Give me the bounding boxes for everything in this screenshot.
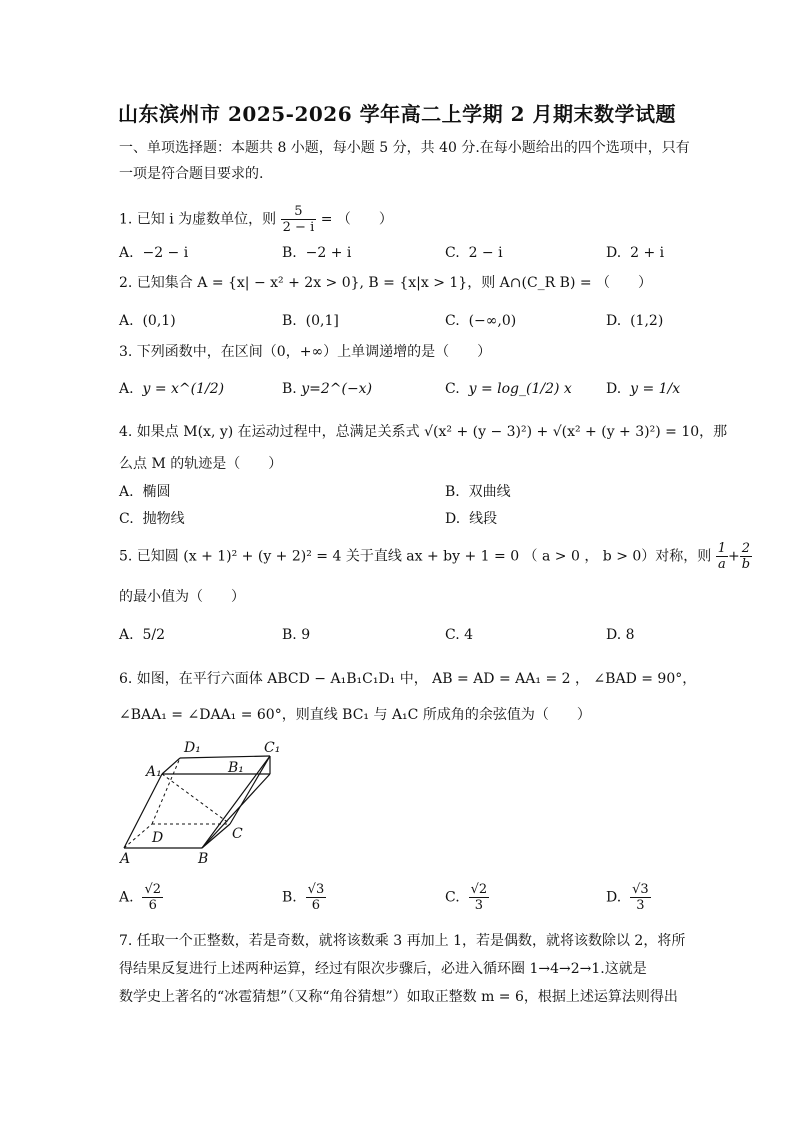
q1-option-d[interactable] [606, 244, 664, 262]
q5-frac2-num: 2 [741, 541, 751, 556]
option-frac-den: 6 [306, 897, 327, 913]
option-letter: D. [445, 511, 461, 527]
line-a1c-hidden [162, 774, 230, 824]
option-text: y = x^(1/2) [142, 381, 225, 397]
option-letter: A. [119, 484, 134, 500]
option-text: 椭圆 [142, 484, 171, 500]
option-text: (−∞,0) [468, 313, 517, 329]
q5-frac1-num: 1 [717, 541, 727, 556]
q5-frac1-den: a [716, 556, 728, 572]
option-fraction [306, 882, 327, 913]
option-frac-num: √2 [470, 882, 488, 897]
option-letter: B. [282, 245, 297, 261]
option-text: 2 + i [630, 245, 665, 261]
option-text: 9 [301, 627, 311, 643]
option-text: 8 [625, 627, 635, 643]
q6-option-a[interactable] [119, 882, 163, 913]
option-text: (0,1] [305, 313, 339, 329]
option-text: −2 − i [142, 245, 189, 261]
question-7-line1: 7. 任取一个正整数，若是奇数，就将该数乘 3 再加上 1，若是偶数，就将该数除以 2，将所 [119, 933, 686, 949]
q2-option-c[interactable] [445, 312, 516, 330]
option-text: 5/2 [142, 627, 165, 643]
option-letter: A. [119, 313, 134, 329]
option-letter: B. [282, 313, 297, 329]
question-2-stem: 2. 已知集合 A = {x| − x² + 2x > 0}, B = {x|x > 1}，则 A∩(C_R B) = （ ） [119, 275, 653, 291]
edge-a-d-hidden [124, 824, 152, 848]
question-1-stem [119, 204, 679, 235]
option-letter: D. [606, 245, 622, 261]
q3-option-d[interactable] [606, 380, 680, 398]
question-5-stem-line2: 的最小值为（ ） [119, 589, 245, 605]
q1-frac-num: 5 [294, 204, 303, 219]
q4-option-d[interactable] [445, 510, 497, 528]
section-instructions-line1: 一、单项选择题：本题共 8 小题，每小题 5 分，共 40 分.在每小题给出的四个选项中，只有 [119, 140, 690, 156]
option-text: 双曲线 [468, 484, 511, 500]
q5-option-c[interactable] [445, 626, 473, 644]
label-a: A [120, 851, 131, 866]
option-letter: C. [445, 245, 460, 261]
option-text: 2 − i [468, 245, 503, 261]
question-6-stem-line2: ∠BAA₁ = ∠DAA₁ = 60°，则直线 BC₁ 与 A₁C 所成角的余弦值为（ ） [119, 707, 591, 723]
option-frac-num: √2 [144, 882, 162, 897]
q5-option-d[interactable] [606, 626, 635, 644]
q1-option-c[interactable] [445, 244, 503, 262]
label-c1: C₁ [264, 740, 281, 756]
q3-option-c[interactable] [445, 380, 572, 398]
option-fraction [142, 882, 163, 913]
option-letter: D. [606, 313, 622, 329]
question-5-stem-line1 [119, 541, 751, 572]
edge-a1-d1 [162, 758, 180, 774]
q1-option-b[interactable] [282, 244, 351, 262]
parallelepiped-figure [118, 738, 298, 866]
option-frac-num: √3 [632, 882, 649, 897]
option-text: y=2^(−x) [301, 381, 373, 397]
option-letter: D. [606, 381, 622, 397]
q4-option-a[interactable] [119, 483, 170, 501]
option-letter: D. [606, 627, 622, 643]
option-letter: D. [606, 889, 622, 906]
option-letter: C. [445, 889, 460, 906]
q5-plus: + [728, 548, 740, 565]
q4-option-b[interactable] [445, 483, 511, 501]
q1-stem-after: = （ ） [320, 211, 393, 228]
option-text: 抛物线 [142, 511, 185, 527]
option-letter: C. [445, 313, 460, 329]
option-frac-den: 3 [630, 897, 651, 913]
option-fraction [630, 882, 651, 913]
q1-option-a[interactable] [119, 244, 188, 262]
q1-frac-den: 2 − i [282, 220, 315, 235]
q3-option-a[interactable] [119, 380, 224, 398]
q4-option-c[interactable] [119, 510, 185, 528]
question-4-stem-line2: 么点 M 的轨迹是（ ） [119, 456, 283, 472]
q5-option-a[interactable] [119, 626, 165, 644]
option-frac-den: 3 [469, 897, 490, 913]
label-b1: B₁ [228, 760, 244, 776]
q6-option-b[interactable] [282, 882, 326, 913]
q5-frac-1 [716, 541, 728, 572]
option-letter: A. [119, 889, 134, 906]
option-letter: A. [119, 381, 134, 397]
option-letter: B. [282, 889, 297, 906]
option-frac-den: 6 [142, 897, 163, 913]
q2-option-d[interactable] [606, 312, 663, 330]
label-a1: A₁ [146, 764, 162, 780]
option-text: 线段 [469, 511, 498, 527]
section-instructions-line2: 一项是符合题目要求的. [119, 166, 264, 182]
question-6-stem-line1: 6. 如图，在平行六面体 ABCD − A₁B₁C₁D₁ 中， AB = AD = AA₁ = 2 ， ∠BAD = 90°， [119, 671, 697, 687]
label-d1: D₁ [184, 740, 201, 756]
option-letter: B. [445, 484, 460, 500]
q2-option-b[interactable] [282, 312, 339, 330]
option-letter: C. [445, 627, 460, 643]
option-text: 4 [464, 627, 474, 643]
q3-option-b[interactable] [282, 380, 372, 398]
question-3-stem: 3. 下列函数中，在区间（0，+∞）上单调递增的是（ ） [119, 344, 492, 360]
option-frac-num: √3 [307, 882, 325, 897]
q1-fraction [281, 204, 317, 235]
question-7-line3: 数学史上著名的“冰雹猜想”（又称“角谷猜想”）如取正整数 m = 6，根据上述运算法则得出 [119, 989, 678, 1005]
label-c: C [232, 826, 243, 842]
option-text: y = 1/x [630, 381, 681, 397]
option-fraction [469, 882, 490, 913]
page-title: 山东滨州市 2025-2026 学年高二上学期 2 月期末数学试题 [118, 102, 676, 126]
edge-d1-c1 [180, 756, 270, 758]
option-text: y = log_(1/2) x [468, 381, 572, 397]
option-text: −2 + i [305, 245, 352, 261]
label-b: B [198, 851, 209, 866]
option-letter: A. [119, 245, 134, 261]
option-text: (0,1) [142, 313, 176, 329]
q5-frac-2 [740, 541, 752, 572]
label-d: D [152, 830, 164, 846]
q6-option-c[interactable] [445, 882, 489, 913]
q5-frac2-den: b [741, 557, 751, 572]
option-letter: B. [282, 627, 297, 643]
q1-stem-before: 1. 已知 i 为虚数单位，则 [119, 211, 277, 228]
option-letter: B. [282, 381, 297, 397]
q6-option-d[interactable] [606, 882, 651, 913]
q2-option-a[interactable] [119, 312, 176, 330]
question-4-stem-line1: 4. 如果点 M(x, y) 在运动过程中，总满足关系式 √(x² + (y − 3)²) + √(x² + (y + 3)²) = 10，那 [119, 424, 728, 440]
option-letter: C. [119, 511, 134, 527]
q5-option-b[interactable] [282, 626, 310, 644]
edge-b-c [202, 824, 230, 848]
option-letter: A. [119, 627, 134, 643]
question-7-line2: 得结果反复进行上述两种运算，经过有限次步骤后，必进入循环圈 1→4→2→1.这就是 [119, 961, 647, 977]
option-text: (1,2) [630, 313, 664, 329]
option-letter: C. [445, 381, 460, 397]
q5-stem-text: 5. 已知圆 (x + 1)² + (y + 2)² = 4 关于直线 ax + by + 1 = 0 （ a > 0 ， b > 0）对称，则 [119, 548, 712, 565]
